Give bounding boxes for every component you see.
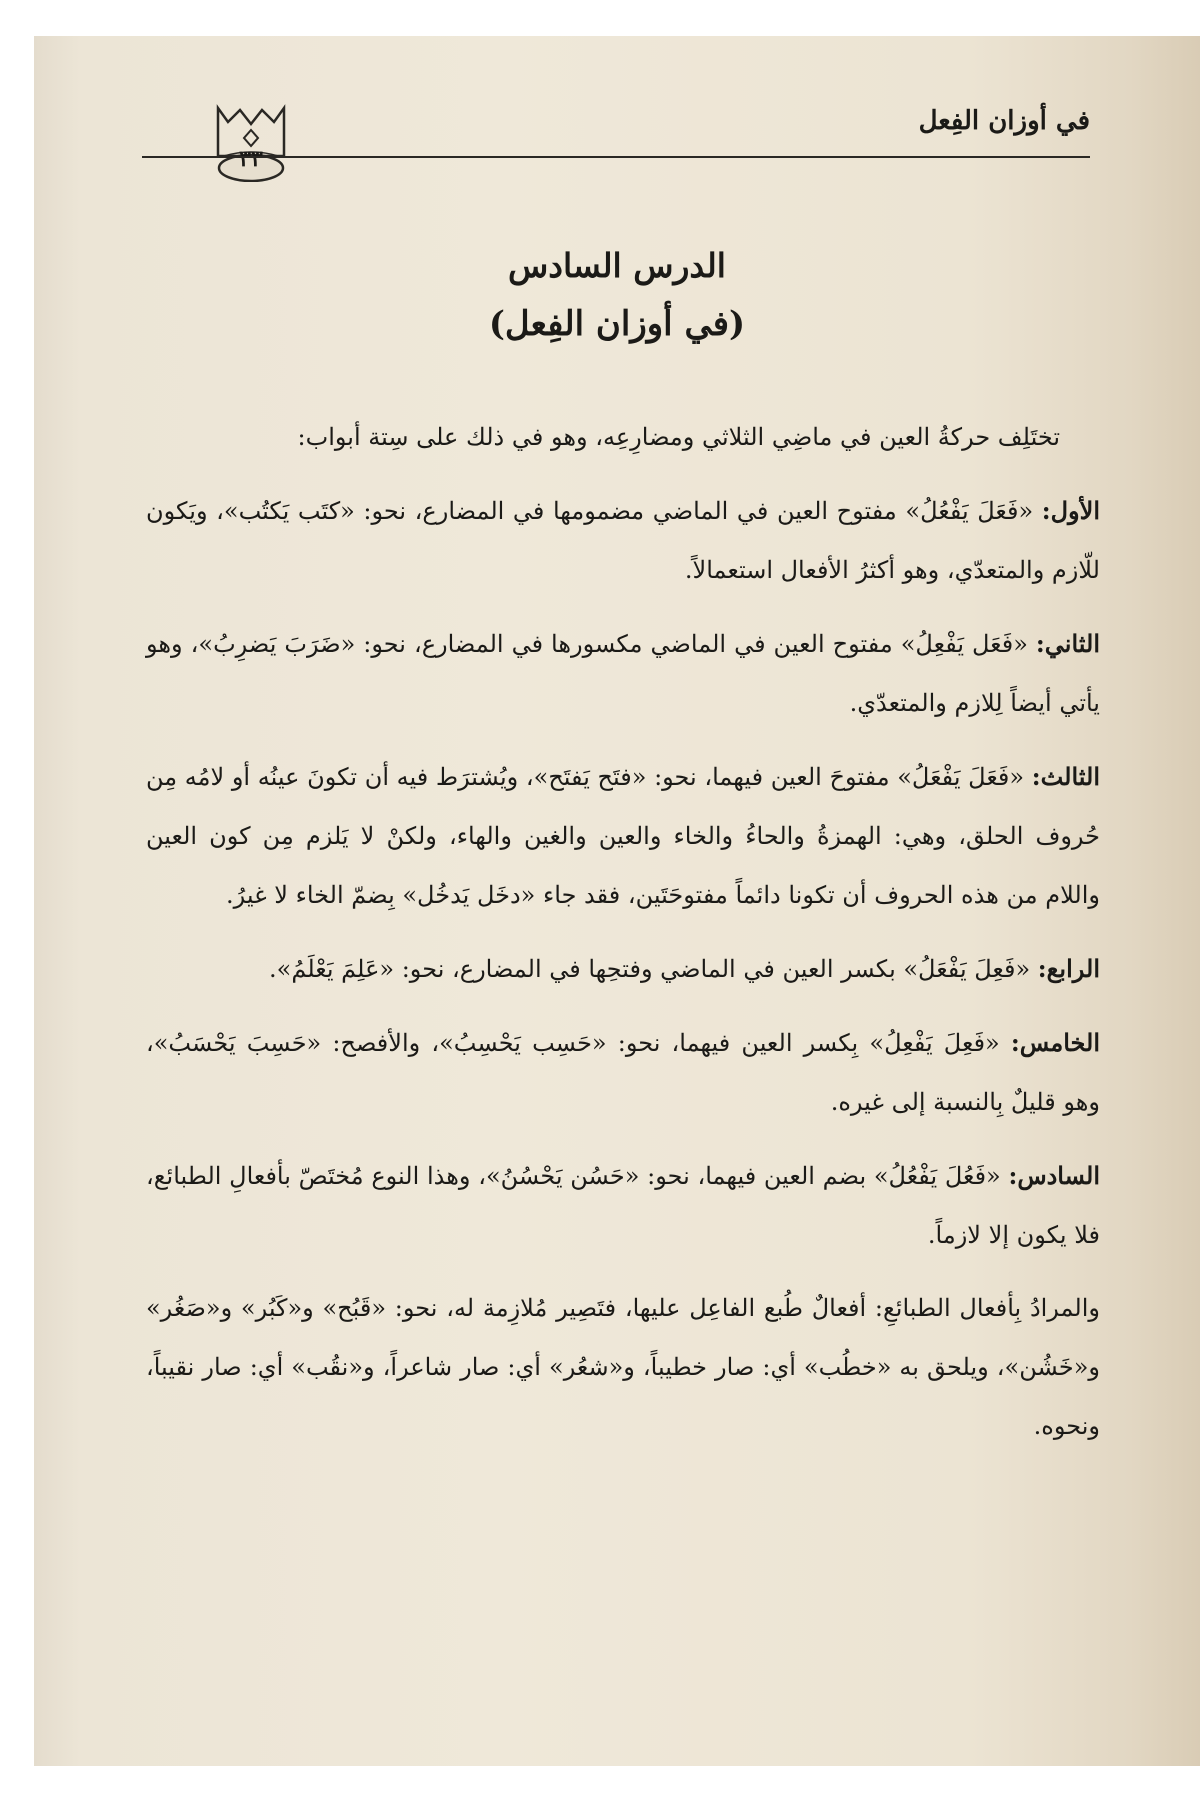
page-number: ٣٣ <box>239 146 263 172</box>
pattern-paragraph-5 <box>146 1013 1100 1132</box>
pattern-text-4: «فَعِلَ يَفْعَلُ» بكسر العين في الماضي وفتحِها في المضارع، نحو: «عَلِمَ يَعْلَمُ». <box>269 955 1038 983</box>
closing-text: والمرادُ بِأفعال الطبائعِ: أفعالٌ طُبع الفاعِل عليها، فتَصِير مُلازِمة له، نحو: «قَبُح» و«كَبُر» و«صَغُر» و«خَشُن»، ويلحق به «خطُب» أي: صار خطيباً، و«شعُر» أي: صار شاعراً، و«نقُب» أي: صار نقيباً، ونحوه. <box>146 1294 1100 1440</box>
lesson-title: الدرس السادس <box>508 246 726 285</box>
intro-text: تختَلِف حركةُ العين في ماضِي الثلاثي ومضارِعِه، وهو في ذلك على سِتة أبواب: <box>297 423 1060 451</box>
header-divider <box>142 156 1090 158</box>
closing-paragraph <box>146 1279 1100 1456</box>
lesson-body <box>146 408 1100 1470</box>
pattern-paragraph-3 <box>146 747 1100 925</box>
pattern-paragraph-6 <box>146 1146 1100 1265</box>
pattern-label-4: الرابع: <box>1037 954 1100 983</box>
pattern-text-6: «فَعُلَ يَفْعُلُ» بضم العين فيهما، نحو: «حَسُن يَحْسُنُ»، وهذا النوع مُختَصّ بأفعالِ الطبائع، فلا يكون إلا لازماً. <box>146 1162 1100 1249</box>
book-page <box>34 36 1200 1766</box>
pattern-label-6: السادس: <box>1008 1161 1100 1190</box>
pattern-text-3: «فَعَلَ يَفْعَلُ» مفتوحَ العين فيهما، نحو: «فتَح يَفتَح»، ويُشترَط فيه أن تكونَ عينُه أو لامُه مِن حُروف الحلق، وهي: الهمزةُ والحاءُ والخاء والعين والغين والهاء، ولكنْ لا يَلزم مِن كون العين واللام من هذه الحروف أن تكونا دائماً مفتوحَتَين، فقد جاء «دخَل يَدخُل» بِضمّ الخاء لا غيرُ. <box>146 763 1100 909</box>
pattern-label-1: الأول: <box>1041 496 1100 525</box>
intro-paragraph <box>146 408 1100 467</box>
pattern-label-3: الثالث: <box>1031 762 1100 791</box>
pattern-text-5: «فَعِلَ يَفْعِلُ» بِكسر العين فيهما، نحو: «حَسِب يَحْسِبُ»، والأفصح: «حَسِبَ يَحْسَبُ»، وهو قليلٌ بِالنسبة إلى غيره. <box>146 1029 1100 1116</box>
running-header-title: في أوزان الفِعل <box>918 106 1090 136</box>
pattern-paragraph-1 <box>146 481 1100 600</box>
lesson-subtitle: (في أوزان الفِعل) <box>488 304 746 344</box>
pattern-paragraph-4 <box>146 939 1100 999</box>
pattern-paragraph-2 <box>146 614 1100 733</box>
pattern-text-2: «فَعَل يَفْعِلُ» مفتوح العين في الماضي مكسورها في المضارع، نحو: «ضَرَبَ يَضرِبُ»، وهو يأتي أيضاً لِلازم والمتعدّي. <box>146 630 1100 717</box>
pattern-text-1: «فَعَلَ يَفْعُلُ» مفتوح العين في الماضي مضمومها في المضارع، نحو: «كتَب يَكتُب»، ويَكون للّازم والمتعدّي، وهو أكثرُ الأفعال استعمالاً. <box>146 497 1100 584</box>
pattern-label-2: الثاني: <box>1035 629 1100 658</box>
pattern-label-5: الخامس: <box>1010 1028 1100 1057</box>
